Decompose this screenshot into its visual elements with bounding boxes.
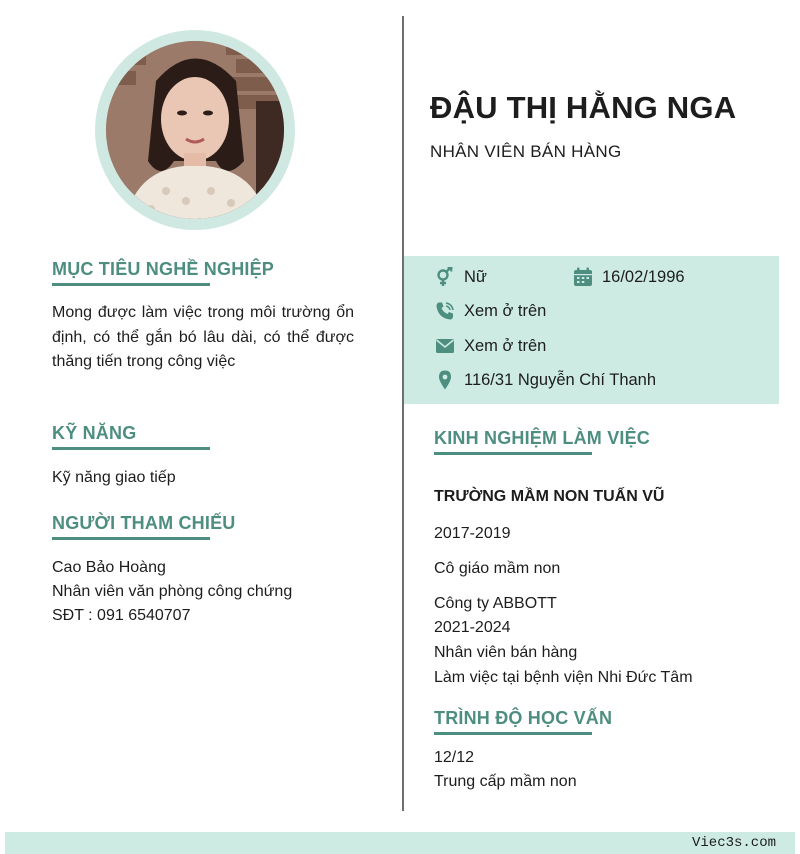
candidate-name: ĐẬU THỊ HẰNG NGA <box>430 90 737 125</box>
education-title-underline <box>434 732 592 735</box>
education-grade: 12/12 <box>434 749 475 766</box>
skills-title-underline <box>52 447 210 450</box>
skills-title: KỸ NĂNG <box>52 423 137 443</box>
candidate-job-title: NHÂN VIÊN BÁN HÀNG <box>430 142 622 161</box>
objective-title: MỤC TIÊU NGHỀ NGHIỆP <box>52 259 275 279</box>
objective-text: Mong được làm việc trong môi trường ổn định, có thể gắn bó lâu dài, có thể được thăng tiến trong công việc <box>52 304 354 370</box>
phone-row <box>434 300 546 322</box>
objective-title-underline <box>52 283 210 286</box>
education-degree: Trung cấp mầm non <box>434 773 577 790</box>
column-divider <box>402 16 404 811</box>
reference-position: Nhân viên văn phòng công chứng <box>52 583 293 600</box>
gender-icon <box>434 266 456 288</box>
calendar-icon <box>572 266 594 288</box>
job-role: Cô giáo mầm non <box>434 560 561 577</box>
location-pin-icon <box>434 369 456 391</box>
job-period: 2021-2024 <box>434 619 511 636</box>
birthdate-row <box>572 266 685 288</box>
references-title-underline <box>52 537 210 540</box>
email-value: Xem ở trên <box>464 336 547 355</box>
phone-value: Xem ở trên <box>464 301 547 320</box>
job-period: 2017-2019 <box>434 525 511 542</box>
references-title: NGƯỜI THAM CHIẾU <box>52 513 236 533</box>
job-company: TRƯỜNG MẦM NON TUẤN VŨ <box>434 488 665 505</box>
reference-phone: SĐT : 091 6540707 <box>52 607 191 624</box>
birthdate-value: 16/02/1996 <box>602 267 685 286</box>
avatar-photo <box>106 41 284 219</box>
envelope-icon <box>434 335 456 357</box>
reference-name: Cao Bảo Hoàng <box>52 559 166 576</box>
job-role: Nhân viên bán hàng <box>434 644 578 661</box>
gender-value: Nữ <box>464 267 487 286</box>
address-row <box>434 369 656 391</box>
avatar <box>106 41 284 219</box>
experience-title-underline <box>434 452 592 455</box>
phone-icon <box>434 300 456 322</box>
education-title: TRÌNH ĐỘ HỌC VẤN <box>434 708 613 728</box>
job-detail: Làm việc tại bệnh viện Nhi Đức Tâm <box>434 669 693 686</box>
skill-item: Kỹ năng giao tiếp <box>52 469 176 486</box>
address-value: 116/31 Nguyễn Chí Thanh <box>464 370 657 389</box>
experience-title: KINH NGHIỆM LÀM VIỆC <box>434 428 651 448</box>
footer-brand: Viec3s.com <box>691 835 776 851</box>
footer-bar <box>5 832 795 854</box>
job-company: Công ty ABBOTT <box>434 595 557 612</box>
gender-row <box>434 266 487 288</box>
email-row <box>434 335 546 357</box>
